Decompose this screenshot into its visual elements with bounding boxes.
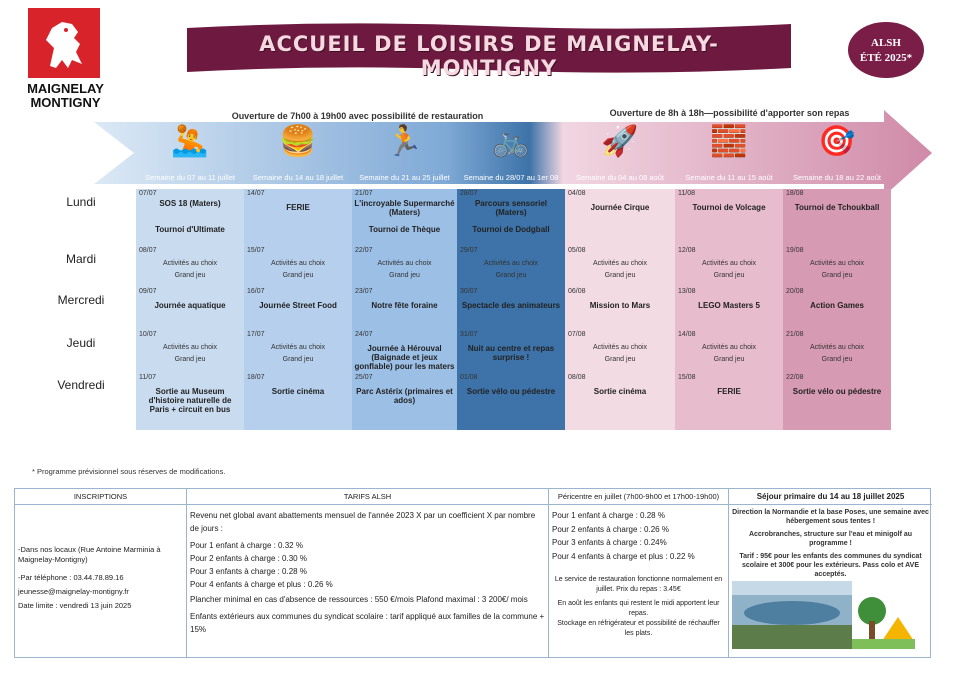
activity-subtitle: Tournoi d'Ultimate	[155, 225, 225, 234]
activity-title: Sortie cinéma	[271, 387, 325, 396]
day-cell	[244, 373, 352, 430]
week-header	[352, 121, 457, 183]
day-cell	[783, 330, 891, 373]
activity-choice: Activités au choix	[701, 344, 757, 351]
info-table	[14, 488, 931, 658]
lion-emblem-icon	[28, 8, 100, 78]
logo-text-line2: MONTIGNY	[30, 95, 101, 110]
activity-grand-jeu: Grand jeu	[282, 356, 314, 363]
cell-date: 25/07	[355, 374, 373, 381]
lake-camp-illustration	[732, 581, 915, 649]
activity-title: Sortie vélo ou pédestre	[466, 387, 556, 396]
tarifs-header: TARIFS ALSH	[187, 489, 548, 505]
tarif-line: Pour 3 enfants à charge : 0.28 %	[190, 567, 307, 576]
cell-date: 30/07	[460, 288, 478, 295]
inscription-phone: -Par téléphone : 03.44.78.89.16	[18, 573, 124, 582]
cell-date: 09/07	[139, 288, 157, 295]
tarif-line: Pour 1 enfant à charge : 0.32 %	[190, 541, 303, 550]
activity-grand-jeu: Grand jeu	[495, 272, 527, 279]
peri-line: Pour 2 enfants à charge : 0.26 %	[552, 524, 669, 534]
logo-text-line1: MAIGNELAY	[27, 81, 104, 96]
bicycle-icon: 🚲	[492, 125, 530, 158]
day-cell	[244, 189, 352, 246]
cell-date: 14/07	[247, 190, 265, 197]
inscription-location: -Dans nos locaux (Rue Antoine Marminia à Maignelay-Montigny)	[18, 545, 161, 564]
activity-subtitle: Tournoi de Dodgball	[472, 225, 550, 234]
activity-choice: Activités au choix	[483, 260, 539, 267]
week-header	[244, 121, 352, 183]
activity-grand-jeu: Grand jeu	[282, 272, 314, 279]
activity-grand-jeu: Grand jeu	[821, 272, 853, 279]
day-cell	[352, 373, 457, 430]
activity-title: Nuit au centre et repas surprise !	[467, 344, 555, 362]
day-cell	[352, 287, 457, 330]
activity-title: Mission to Mars	[589, 301, 651, 310]
cell-date: 28/07	[460, 190, 478, 197]
activity-grand-jeu: Grand jeu	[389, 272, 420, 279]
tarifs-intro: Revenu net global avant abattements mensuel de l'année 2023 X par un coefficient X par nombre de jours :	[190, 511, 536, 533]
cell-date: 22/08	[786, 374, 804, 381]
activity-title: Sortie cinéma	[593, 387, 647, 396]
peri-line: Pour 3 enfants à charge : 0.24%	[552, 538, 667, 547]
cell-date: 06/08	[568, 288, 586, 295]
cell-date: 18/08	[786, 190, 804, 197]
week-header	[783, 121, 891, 183]
peri-aout: En août les enfants qui restent le midi apportent leur repas.	[557, 600, 720, 617]
week-label: Semaine du 07 au 11 juillet	[145, 173, 235, 182]
day-cell	[136, 287, 244, 330]
inscription-deadline: Date limite : vendredi 13 juin 2025	[18, 601, 132, 610]
activity-title: Journée Cirque	[590, 203, 650, 212]
peri-stockage: Stockage en réfrigérateur et possibilité de réchauffer les plats.	[557, 620, 720, 637]
day-label-mercredi: Mercredi	[57, 293, 105, 307]
activity-title: L'incroyable Supermarché (Maters)	[354, 199, 455, 217]
activity-title: Parc Astérix (primaires et ados)	[356, 387, 453, 405]
cell-date: 04/08	[568, 190, 586, 197]
activity-grand-jeu: Grand jeu	[174, 356, 206, 363]
activity-title: Sortie au Museum d'histoire naturelle de Paris + circuit en bus	[148, 387, 232, 414]
week-label: Semaine du 28/07 au 1er 08	[463, 173, 559, 182]
tarif-exterieurs: Enfants extérieurs aux communes du syndicat scolaire : tarif appliqué aux familles de la commune + 15%	[190, 612, 545, 634]
sejour-text: Direction la Normandie et la base Poses, une semaine avec hébergement sous tentes !	[732, 509, 929, 525]
inscriptions-column	[15, 489, 187, 657]
activity-choice: Activités au choix	[162, 260, 218, 267]
day-label-vendredi: Vendredi	[57, 378, 105, 392]
day-cell	[136, 246, 244, 287]
activity-grand-jeu: Grand jeu	[604, 272, 636, 279]
day-cell	[457, 189, 565, 246]
activity-subtitle: Tournoi de Thèque	[368, 225, 441, 234]
week-header	[457, 121, 565, 183]
activity-choice: Activités au choix	[809, 344, 865, 351]
day-cell	[565, 287, 675, 330]
activity-title: Tournoi de Volcage	[692, 203, 766, 212]
day-cell	[783, 373, 891, 430]
opening-hours-august: Ouverture de 8h à 18h—possibilité d'apporter son repas	[609, 108, 850, 118]
day-label-lundi: Lundi	[66, 195, 96, 209]
day-cell	[783, 287, 891, 330]
activity-choice: Activités au choix	[377, 260, 432, 267]
activity-title: LEGO Masters 5	[698, 301, 760, 310]
activity-choice: Activités au choix	[592, 344, 648, 351]
peri-line: Pour 4 enfants à charge et plus : 0.22 %	[552, 551, 695, 561]
week-label: Semaine du 11 au 15 août	[685, 173, 773, 182]
day-cell	[783, 189, 891, 246]
tarif-line: Pour 4 enfants à charge et plus : 0.26 %	[190, 580, 333, 589]
page-title: ACCUEIL DE LOISIRS DE MAIGNELAY- MONTIGNY	[259, 32, 719, 80]
day-cell	[244, 246, 352, 287]
cell-date: 18/07	[247, 374, 265, 381]
cell-date: 21/08	[786, 331, 804, 338]
activity-title: Sortie vélo ou pédestre	[792, 387, 882, 396]
cell-date: 20/08	[786, 288, 804, 295]
day-cell	[675, 246, 783, 287]
tarif-plancher: Plancher minimal en cas d'absence de ressources : 550 €/mois Plafond maximal : 3 200€/ mois	[190, 595, 528, 604]
badge-line2: ÉTÉ 2025*	[859, 52, 913, 64]
week-column	[675, 189, 783, 430]
day-cell	[675, 189, 783, 246]
lego-masters-icon: 🧱	[710, 125, 748, 158]
day-cell	[457, 373, 565, 430]
badge-line1: ALSH	[871, 37, 901, 49]
week-column	[457, 189, 565, 430]
activity-title: Parcours sensoriel (Maters)	[474, 199, 548, 217]
opening-hours-july: Ouverture de 7h00 à 19h00 avec possibilité de restauration	[231, 111, 484, 121]
cell-date: 11/07	[139, 374, 156, 381]
title-banner	[187, 22, 791, 80]
day-cell	[457, 287, 565, 330]
day-cell	[244, 287, 352, 330]
activity-choice: Activités au choix	[701, 260, 757, 267]
week-column	[565, 189, 675, 430]
day-cell	[136, 189, 244, 246]
day-cell	[457, 330, 565, 373]
day-cell	[565, 246, 675, 287]
cell-date: 14/08	[678, 331, 696, 338]
pericentre-column	[549, 489, 729, 657]
activity-choice: Activités au choix	[270, 260, 326, 267]
asterix-icon: 🏃	[385, 125, 424, 158]
week-column	[244, 189, 352, 430]
cell-date: 31/07	[460, 331, 478, 338]
day-cell	[565, 330, 675, 373]
week-header	[675, 121, 783, 183]
cell-date: 13/08	[678, 288, 696, 295]
sejour-column	[729, 489, 932, 657]
week-label: Semaine du 21 au 25 juillet	[359, 173, 450, 182]
peri-line: Pour 1 enfant à charge : 0.28 %	[552, 511, 665, 520]
week-label: Semaine du 14 au 18 juillet	[252, 173, 344, 182]
day-cell	[565, 373, 675, 430]
day-label-mardi: Mardi	[65, 252, 96, 266]
sejour-header: Séjour primaire du 14 au 18 juillet 2025	[729, 489, 932, 505]
activity-grand-jeu: Grand jeu	[713, 272, 745, 279]
cell-date: 22/07	[355, 247, 373, 254]
tarif-line: Pour 2 enfants à charge : 0.30 %	[190, 554, 307, 563]
cell-date: 08/08	[568, 374, 586, 381]
logo-text	[18, 82, 113, 110]
inscription-email[interactable]: jeunesse@maignelay-montigny.fr	[18, 587, 129, 596]
week-column	[352, 189, 457, 430]
day-cell	[675, 373, 783, 430]
peri-restauration: Le service de restauration fonctionne normalement en juillet. Prix du repas : 3.45€	[554, 576, 723, 593]
activity-title: FERIE	[717, 387, 741, 396]
day-label-jeudi: Jeudi	[66, 336, 96, 350]
week-header	[565, 121, 675, 183]
cell-date: 07/07	[139, 190, 157, 197]
sejour-text: Tarif : 95€ pour les enfants des communes du syndicat scolaire et 300€ pour les extérieurs. Pass colo et AVE acceptés.	[739, 553, 922, 578]
day-cell	[136, 373, 244, 430]
day-cell	[565, 189, 675, 246]
week-column	[783, 189, 891, 430]
activity-title: Tournoi de Tchoukball	[794, 203, 880, 212]
cell-date: 29/07	[460, 247, 478, 254]
cell-date: 07/08	[568, 331, 586, 338]
day-cell	[136, 330, 244, 373]
day-cell	[244, 330, 352, 373]
activity-title: Action Games	[810, 301, 864, 310]
cell-date: 08/07	[139, 247, 157, 254]
activity-choice: Activités au choix	[809, 260, 865, 267]
week-label: Semaine du 04 au 08 août	[576, 173, 664, 182]
activity-title: SOS 18 (Maters)	[159, 199, 221, 208]
astronaut-mars-icon: 🚀	[601, 125, 639, 158]
day-cell	[352, 246, 457, 287]
day-cell	[783, 246, 891, 287]
logo	[28, 8, 100, 78]
week-label: Semaine du 18 au 22 août	[793, 173, 881, 182]
week-header	[136, 121, 244, 183]
activity-title: Journée à Hérouval (Baignade et jeux gonflable) pour les maters	[354, 344, 455, 371]
activity-grand-jeu: Grand jeu	[821, 356, 853, 363]
activity-title: FERIE	[286, 203, 310, 212]
cell-date: 24/07	[355, 331, 373, 338]
cell-date: 15/07	[247, 247, 265, 254]
pericentre-header: Péricentre en juillet (7h00-9h00 et 17h00-19h00)	[549, 489, 728, 505]
activity-title: Journée aquatique	[154, 301, 226, 310]
archery-target-icon: 🎯	[818, 125, 856, 158]
activity-grand-jeu: Grand jeu	[604, 356, 636, 363]
activity-title: Notre fête foraine	[371, 301, 438, 310]
day-cell	[352, 330, 457, 373]
activity-grand-jeu: Grand jeu	[174, 272, 206, 279]
cell-date: 17/07	[247, 331, 265, 338]
day-cell	[675, 287, 783, 330]
cell-date: 12/08	[678, 247, 696, 254]
tarifs-column	[187, 489, 549, 657]
activity-choice: Activités au choix	[270, 344, 326, 351]
inscriptions-header: INSCRIPTIONS	[15, 489, 186, 505]
alsh-badge	[848, 22, 924, 78]
day-cell	[675, 330, 783, 373]
day-cell	[352, 189, 457, 246]
cell-date: 23/07	[355, 288, 373, 295]
activity-grand-jeu: Grand jeu	[713, 356, 745, 363]
activity-choice: Activités au choix	[592, 260, 648, 267]
cell-date: 16/07	[247, 288, 265, 295]
cell-date: 11/08	[678, 190, 695, 197]
sejour-text: Accrobranches, structure sur l'eau et minigolf au programme !	[748, 531, 913, 547]
day-cell	[457, 246, 565, 287]
activity-title: Journée Street Food	[259, 301, 337, 310]
disclaimer-note: * Programme prévisionnel sous réserves de modifications.	[32, 467, 226, 476]
cell-date: 10/07	[139, 331, 157, 338]
cell-date: 19/08	[786, 247, 804, 254]
week-column	[136, 189, 244, 430]
activity-choice: Activités au choix	[162, 344, 218, 351]
pool-icon: 🤽	[171, 125, 209, 158]
cell-date: 21/07	[355, 190, 373, 197]
cell-date: 01/08	[460, 374, 478, 381]
cell-date: 05/08	[568, 247, 586, 254]
activity-title: Spectacle des animateurs	[461, 301, 561, 310]
street-food-icon: 🍔	[279, 125, 317, 158]
cell-date: 15/08	[678, 374, 696, 381]
